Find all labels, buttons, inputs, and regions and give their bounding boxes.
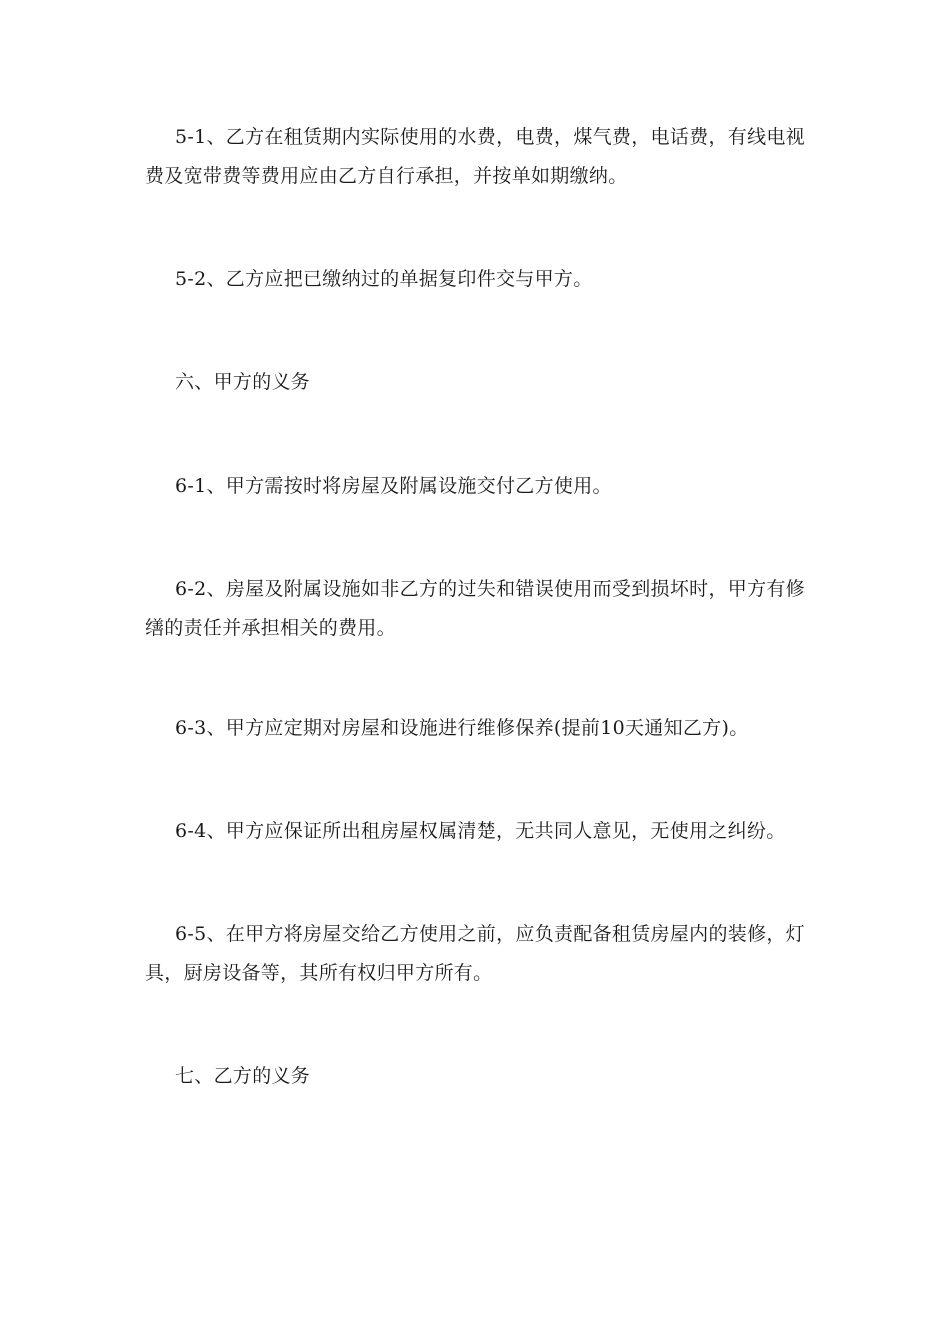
section-heading-6: 六、甲方的义务 [175, 371, 311, 393]
clause-5-2: 5-2、乙方应把已缴纳过的单据复印件交与甲方。 [175, 268, 593, 290]
clause-6-2: 6-2、房屋及附属设施如非乙方的过失和错误使用而受到损坏时，甲方有修缮的责任并承担相关的费用。 [145, 578, 805, 639]
clause-6-4: 6-4、甲方应保证所出租房屋权属清楚，无共同人意见，无使用之纠纷。 [175, 820, 786, 842]
clause-6-1: 6-1、甲方需按时将房屋及附属设施交付乙方使用。 [175, 475, 612, 497]
clause-6-3: 6-3、甲方应定期对房屋和设施进行维修保养(提前10天通知乙方)。 [175, 717, 749, 739]
clause-5-1: 5-1、乙方在租赁期内实际使用的水费，电费，煤气费，电话费，有线电视费及宽带费等费用应由乙方自行承担，并按单如期缴纳。 [145, 126, 805, 187]
clause-6-5: 6-5、在甲方将房屋交给乙方使用之前，应负责配备租赁房屋内的装修，灯具，厨房设备等，其所有权归甲方所有。 [145, 923, 805, 984]
section-heading-7: 七、乙方的义务 [175, 1065, 311, 1087]
